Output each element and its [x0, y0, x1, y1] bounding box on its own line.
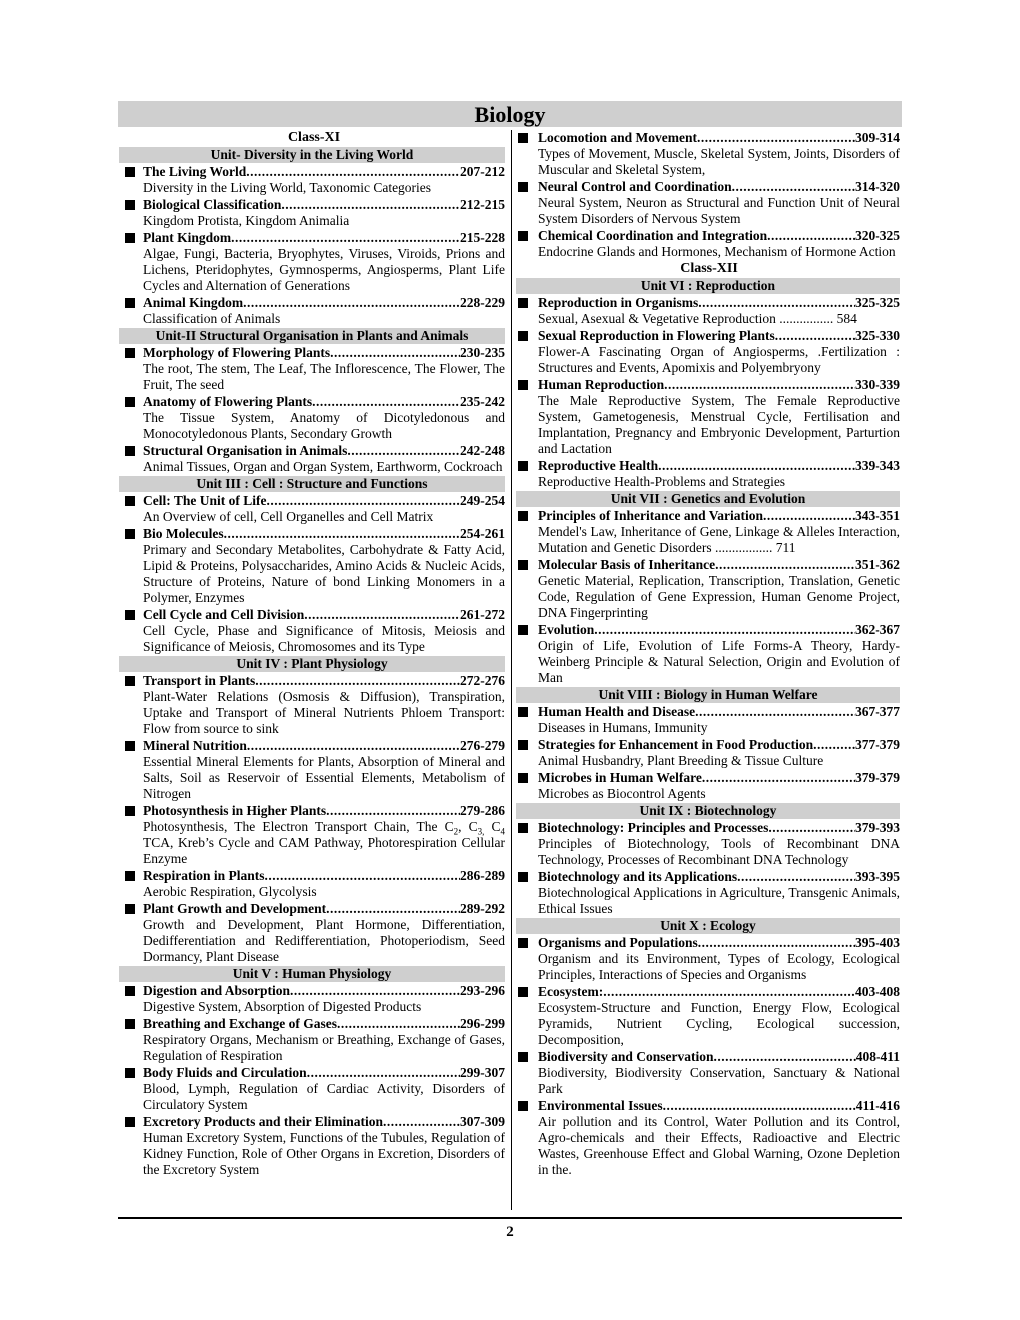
topic-line: [538, 228, 900, 244]
square-bullet-icon: [125, 167, 135, 177]
page-range: 367-377: [855, 704, 900, 719]
unit-heading: Unit-II Structural Organisation in Plants and Animals: [119, 328, 505, 344]
dot-leader: [663, 1098, 856, 1114]
toc-entry: [123, 673, 505, 737]
page-range: 379-393: [855, 820, 900, 835]
dot-leader: [715, 557, 855, 573]
dot-leader: [737, 869, 855, 885]
topic-line: [143, 1114, 505, 1130]
square-bullet-icon: [125, 397, 135, 407]
page-range: 343-351: [855, 508, 900, 523]
unit-heading: Unit VII : Genetics and Evolution: [516, 491, 900, 507]
topic-line: [538, 130, 900, 146]
topic-description: The root, The stem, The Leaf, The Inflorescence, The Flower, The Fruit, The seed: [143, 361, 505, 392]
page-range: 339-343: [855, 458, 900, 473]
subscript: 3,: [477, 826, 485, 837]
square-bullet-icon: [518, 938, 528, 948]
unit-heading: Unit V : Human Physiology: [119, 966, 505, 982]
topic-line: [538, 704, 900, 720]
dot-leader: [768, 820, 855, 836]
toc-entry: [518, 130, 900, 178]
unit-heading: Unit X : Ecology: [516, 918, 900, 934]
topic-description: Types of Movement, Muscle, Skeletal System, Joints, Disorders of Muscular and Skeletal System,: [538, 146, 900, 177]
unit-heading: Unit III : Cell : Structure and Functions: [119, 476, 505, 492]
topic-description: Animal Tissues, Organ and Organ System, Earthworm, Cockroach: [143, 459, 503, 474]
topic-line: [143, 493, 505, 509]
topic-description: The Male Reproductive System, The Female Reproductive System, Gametogenesis, Menstrual Cycle, Fertilisation and Implantation, Pregnancy and Embryonic Development, Parturtion and Lactation: [538, 393, 900, 456]
page-range: 207-212: [460, 164, 505, 179]
topic-description: Flower-A Fascinating Organ of Angiosperms, .Fertilization : Structures and Events, Apomixis and Polyembryony: [538, 344, 900, 375]
dot-leader: [658, 458, 855, 474]
page-range: 320-325: [855, 228, 900, 243]
square-bullet-icon: [518, 511, 528, 521]
toc-entry: [518, 179, 900, 227]
page-range: 307-309: [460, 1114, 505, 1129]
topic-title: Cell Cycle and Cell Division: [143, 607, 305, 622]
page-range: 289-292: [460, 901, 505, 916]
toc-entry: [123, 607, 505, 655]
page-range: 330-339: [855, 377, 900, 392]
topic-title: Bio Molecules: [143, 526, 224, 541]
topic-description: Diseases in Humans, Immunity: [538, 720, 708, 735]
left-column: [123, 130, 505, 1179]
topic-line: [538, 557, 900, 573]
page-range: 403-408: [855, 984, 900, 999]
topic-title: Strategies for Enhancement in Food Production: [538, 737, 814, 752]
page-range: 230-235: [460, 345, 505, 360]
unit-heading: Unit VI : Reproduction: [516, 278, 900, 294]
toc-entry: [518, 1049, 900, 1097]
topic-line: [538, 820, 900, 836]
square-bullet-icon: [518, 380, 528, 390]
topic-title: Principles of Inheritance and Variation: [538, 508, 764, 523]
topic-description: Digestive System, Absorption of Digested Products: [143, 999, 422, 1014]
topic-description: Aerobic Respiration, Glycolysis: [143, 884, 317, 899]
topic-title: Mineral Nutrition: [143, 738, 247, 753]
dot-leader: [695, 704, 855, 720]
page-range: 293-296: [460, 983, 505, 998]
topic-title: Evolution: [538, 622, 595, 637]
bottom-rule: [118, 1217, 902, 1219]
dot-leader: [767, 228, 855, 244]
topic-description: Reproductive Health-Problems and Strategies: [538, 474, 786, 489]
description-text: , C: [458, 819, 478, 834]
square-bullet-icon: [125, 529, 135, 539]
dot-leader: [347, 443, 460, 459]
toc-entry: [518, 295, 900, 327]
topic-description: Mendel's Law, Inheritance of Gene, Linkage & Alleles Interaction, Mutation and Genetic Disorders ................. 711: [538, 524, 900, 555]
topic-line: [143, 803, 505, 819]
topic-line: [538, 295, 900, 311]
topic-line: [143, 295, 505, 311]
topic-line: [538, 458, 900, 474]
topic-description: Diversity in the Living World, Taxonomic Categories: [143, 180, 432, 195]
topic-title: Biological Classification: [143, 197, 282, 212]
dot-leader: [281, 197, 460, 213]
topic-line: [538, 377, 900, 393]
topic-title: Human Health and Disease: [538, 704, 696, 719]
toc-entry: [518, 704, 900, 736]
dot-leader: [698, 295, 855, 311]
unit-heading: Unit IV : Plant Physiology: [119, 656, 505, 672]
dot-leader: [246, 164, 460, 180]
page-title: Biology: [118, 101, 902, 127]
topic-line: [143, 1065, 505, 1081]
dot-leader: [698, 935, 855, 951]
toc-entry: [518, 377, 900, 457]
toc-entry: [123, 345, 505, 393]
page-range: 395-403: [855, 935, 900, 950]
toc-entry: [518, 820, 900, 868]
square-bullet-icon: [518, 298, 528, 308]
dot-leader: [813, 737, 855, 753]
topic-line: [538, 770, 900, 786]
topic-line: [538, 869, 900, 885]
topic-line: [538, 1098, 900, 1114]
topic-description: Animal Husbandry, Plant Breeding & Tissue Culture: [538, 753, 824, 768]
column-divider: [511, 130, 512, 1210]
page-range: 279-286: [460, 803, 505, 818]
toc-entry: [518, 622, 900, 686]
toc-entry: [123, 803, 505, 867]
toc-entry: [123, 394, 505, 442]
toc-entry: [123, 1016, 505, 1064]
topic-title: Sexual Reproduction in Flowering Plants: [538, 328, 775, 343]
square-bullet-icon: [518, 133, 528, 143]
topic-description: Microbes as Biocontrol Agents: [538, 786, 706, 801]
square-bullet-icon: [518, 461, 528, 471]
toc-entry: [518, 557, 900, 621]
dot-leader: [307, 1065, 460, 1081]
dot-leader: [224, 526, 460, 542]
page-range: 393-395: [855, 869, 900, 884]
topic-title: Organisms and Populations: [538, 935, 698, 950]
dot-leader: [231, 230, 460, 246]
toc-entry: [518, 508, 900, 556]
toc-entry: [518, 770, 900, 802]
topic-line: [538, 935, 900, 951]
toc-entry: [518, 935, 900, 983]
toc-entry: [123, 983, 505, 1015]
topic-title: Excretory Products and their Elimination: [143, 1114, 384, 1129]
toc-entry: [518, 869, 900, 917]
topic-line: [538, 1049, 900, 1065]
topic-title: Environmental Issues: [538, 1098, 663, 1113]
topic-line: [143, 983, 505, 999]
topic-description: Primary and Secondary Metabolites, Carbohydrate & Fatty Acid, Lipid & Proteins, Polysaccharides, Amino Acids & Nucleic Acids, Structure of Proteins, Nature of bond Linking Monomers in a Polymer, Enzymes: [143, 542, 505, 605]
topic-line: [143, 901, 505, 917]
square-bullet-icon: [518, 231, 528, 241]
square-bullet-icon: [518, 773, 528, 783]
square-bullet-icon: [125, 1019, 135, 1029]
topic-line: [143, 868, 505, 884]
square-bullet-icon: [125, 904, 135, 914]
topic-title: Neural Control and Coordination: [538, 179, 732, 194]
topic-title: Anatomy of Flowering Plants: [143, 394, 313, 409]
toc-entry: [123, 1114, 505, 1178]
topic-line: [538, 737, 900, 753]
topic-title: Body Fluids and Circulation: [143, 1065, 307, 1080]
toc-entry: [518, 984, 900, 1048]
topic-description: Human Excretory System, Functions of the Tubules, Regulation of Kidney Function, Role of Other Organs in Excretion, Disorders of the Excretory System: [143, 1130, 505, 1177]
dot-leader: [330, 345, 460, 361]
toc-entry: [518, 1098, 900, 1178]
square-bullet-icon: [125, 741, 135, 751]
topic-title: Molecular Basis of Inheritance: [538, 557, 716, 572]
square-bullet-icon: [518, 1052, 528, 1062]
unit-heading: Unit IX : Biotechnology: [516, 803, 900, 819]
dot-leader: [326, 901, 460, 917]
toc-entry: [518, 228, 900, 260]
page-range: 235-242: [460, 394, 505, 409]
topic-title: Respiration in Plants: [143, 868, 265, 883]
dot-leader: [247, 738, 460, 754]
page-range: 242-248: [460, 443, 505, 458]
topic-line: [143, 345, 505, 361]
page-range: 314-320: [855, 179, 900, 194]
dot-leader: [312, 394, 460, 410]
topic-line: [143, 164, 505, 180]
square-bullet-icon: [518, 331, 528, 341]
toc-entry: [123, 197, 505, 229]
square-bullet-icon: [125, 610, 135, 620]
page-range: 411-416: [855, 1098, 900, 1113]
square-bullet-icon: [518, 625, 528, 635]
topic-title: Microbes in Human Welfare: [538, 770, 702, 785]
dot-leader: [664, 377, 855, 393]
square-bullet-icon: [518, 182, 528, 192]
topic-line: [538, 328, 900, 344]
toc-entry: [123, 868, 505, 900]
topic-title: Structural Organisation in Animals: [143, 443, 348, 458]
toc-entry: [518, 458, 900, 490]
dot-leader: [603, 984, 855, 1000]
topic-description: Neural System, Neuron as Structural and Function Unit of Neural System Disorders of Nervous System: [538, 195, 900, 226]
toc-entry: [123, 526, 505, 606]
dot-leader: [304, 607, 460, 623]
dot-leader: [732, 179, 855, 195]
topic-title: Biotechnology and its Applications: [538, 869, 738, 884]
description-text: C: [484, 819, 501, 834]
square-bullet-icon: [518, 560, 528, 570]
toc-entry: [123, 1065, 505, 1113]
dot-leader: [697, 130, 855, 146]
topic-title: Ecosystem:: [538, 984, 604, 999]
page-range: 286-289: [460, 868, 505, 883]
topic-title: Animal Kingdom: [143, 295, 244, 310]
page-range: 379-379: [855, 770, 900, 785]
page-range: 362-367: [855, 622, 900, 637]
topic-line: [143, 738, 505, 754]
toc-entry: [123, 443, 505, 475]
page-range: 299-307: [460, 1065, 505, 1080]
topic-description: Classification of Animals: [143, 311, 281, 326]
topic-line: [143, 526, 505, 542]
right-column: [518, 130, 900, 1179]
dot-leader: [290, 983, 460, 999]
dot-leader: [243, 295, 460, 311]
square-bullet-icon: [518, 707, 528, 717]
page-range: 249-254: [460, 493, 505, 508]
page-range: 212-215: [460, 197, 505, 212]
topic-description: Genetic Material, Replication, Transcription, Translation, Genetic Code, Regulation of Gene Expression, Human Genome Project, DNA Fingerprinting: [538, 573, 900, 620]
topic-description: Algae, Fungi, Bacteria, Bryophytes, Viruses, Viroids, Prions and Lichens, Pteridophytes, Gymnosperms, Angiosperms, Plant Life Cycles and Alternation of Generations: [143, 246, 505, 293]
topic-description: Kingdom Protista, Kingdom Animalia: [143, 213, 350, 228]
topic-description: Organism and its Environment, Types of Ecology, Ecological Principles, Interactions of Species and Organisms: [538, 951, 900, 982]
topic-title: Breathing and Exchange of Gases: [143, 1016, 338, 1031]
square-bullet-icon: [518, 987, 528, 997]
square-bullet-icon: [125, 1068, 135, 1078]
topic-description: Essential Mineral Elements for Plants, Absorption of Mineral and Salts, Soil as Reservoir of Essential Elements, Metabolism of Nitrogen: [143, 754, 505, 801]
square-bullet-icon: [125, 298, 135, 308]
square-bullet-icon: [518, 872, 528, 882]
topic-line: [143, 607, 505, 623]
square-bullet-icon: [125, 233, 135, 243]
square-bullet-icon: [125, 871, 135, 881]
class-heading: Class-XII: [680, 261, 738, 276]
square-bullet-icon: [125, 200, 135, 210]
description-text: TCA, Kreb’s Cycle and CAM Pathway, Photorespiration Cellular Enzyme: [143, 835, 505, 866]
toc-entry: [123, 164, 505, 196]
square-bullet-icon: [125, 806, 135, 816]
page-range: 254-261: [460, 526, 505, 541]
dot-leader: [267, 493, 461, 509]
dot-leader: [337, 1016, 460, 1032]
page-range: 309-314: [855, 130, 900, 145]
toc-entry: [123, 230, 505, 294]
topic-line: [143, 1016, 505, 1032]
page-range: 325-330: [855, 328, 900, 343]
dot-leader: [383, 1114, 460, 1130]
topic-description: Ecosystem-Structure and Function, Energy Flow, Ecological Pyramids, Nutrient Cycling, Ecological succession, Decomposition,: [538, 1000, 900, 1047]
square-bullet-icon: [125, 676, 135, 686]
topic-title: The Living World: [143, 164, 247, 179]
topic-line: [538, 508, 900, 524]
square-bullet-icon: [518, 1101, 528, 1111]
unit-heading: Unit VIII : Biology in Human Welfare: [516, 687, 900, 703]
dot-leader: [326, 803, 460, 819]
topic-description: Sexual, Asexual & Vegetative Reproduction ................ 584: [538, 311, 857, 326]
topic-title: Reproduction in Organisms: [538, 295, 699, 310]
topic-description: Growth and Development, Plant Hormone, Differentiation, Dedifferentiation and Redifferentiation, Photoperiodism, Seed Dormancy, Plant Disease: [143, 917, 505, 964]
square-bullet-icon: [125, 446, 135, 456]
topic-title: Photosynthesis in Higher Plants: [143, 803, 327, 818]
topic-description: Plant-Water Relations (Osmosis & Diffusion), Transpiration, Uptake and Transport of Mineral Nutrients Phloem Transport: Flow from source to sink: [143, 689, 505, 736]
topic-description: The Tissue System, Anatomy of Dicotyledonous and Monocotyledonous Plants, Secondary Growth: [143, 410, 505, 441]
topic-description: Blood, Lymph, Regulation of Cardiac Activity, Disorders of Circulatory System: [143, 1081, 505, 1112]
unit-heading: Unit- Diversity in the Living World: [119, 147, 505, 163]
topic-title: Morphology of Flowering Plants: [143, 345, 331, 360]
toc-entry: [123, 901, 505, 965]
page-range: 408-411: [855, 1049, 900, 1064]
topic-description: Biodiversity, Biodiversity Conservation, Sanctuary & National Park: [538, 1065, 900, 1096]
dot-leader: [265, 868, 460, 884]
topic-description: [143, 819, 505, 867]
topic-title: Chemical Coordination and Integration: [538, 228, 768, 243]
topic-title: Biotechnology: Principles and Processes: [538, 820, 769, 835]
dot-leader: [702, 770, 855, 786]
topic-description: An Overview of cell, Cell Organelles and Cell Matrix: [143, 509, 434, 524]
topic-description: Air pollution and its Control, Water Pollution and its Control, Agro-chemicals and their Effects, Radioactive and Electric Wastes, Greenhouse Effect and Global Warning, Ozone Depletion in the.: [538, 1114, 900, 1177]
topic-description: Origin of Life, Evolution of Life Forms-A Theory, Hardy-Weinberg Principle & Natural Selection, Origin and Evolution of Man: [538, 638, 900, 685]
square-bullet-icon: [125, 986, 135, 996]
topic-title: Transport in Plants: [143, 673, 256, 688]
square-bullet-icon: [518, 823, 528, 833]
topic-title: Plant Growth and Development: [143, 901, 327, 916]
topic-line: [143, 443, 505, 459]
dot-leader: [594, 622, 855, 638]
class-heading: Class-XI: [287, 130, 341, 145]
topic-title: Cell: The Unit of Life: [143, 493, 267, 508]
topic-line: [143, 230, 505, 246]
page-range: 296-299: [460, 1016, 505, 1031]
topic-description: Endocrine Glands and Hormones, Mechanism of Hormone Action: [538, 244, 896, 259]
page-range: 215-228: [460, 230, 505, 245]
topic-title: Human Reproduction: [538, 377, 665, 392]
dot-leader: [775, 328, 855, 344]
topic-line: [143, 394, 505, 410]
topic-description: Biotechnological Applications in Agriculture, Transgenic Animals, Ethical Issues: [538, 885, 900, 916]
topic-title: Digestion and Absorption: [143, 983, 291, 998]
topic-description: Principles of Biotechnology, Tools of Recombinant DNA Technology, Processes of Recombinant DNA Technology: [538, 836, 900, 867]
toc-entry: [518, 328, 900, 376]
square-bullet-icon: [518, 740, 528, 750]
page-range: 325-325: [855, 295, 900, 310]
topic-line: [538, 622, 900, 638]
topic-line: [538, 179, 900, 195]
page-number: 2: [506, 1224, 514, 1240]
page-range: 351-362: [855, 557, 900, 572]
topic-description: Cell Cycle, Phase and Significance of Mitosis, Meiosis and Significance of Meiosis, Chromosomes and its Type: [143, 623, 505, 654]
description-text: Photosynthesis, The Electron Transport Chain, The C: [143, 819, 454, 834]
topic-description: Respiratory Organs, Mechanism or Breathing, Exchange of Gases, Regulation of Respiration: [143, 1032, 505, 1063]
dot-leader: [763, 508, 855, 524]
page-range: 276-279: [460, 738, 505, 753]
topic-line: [143, 197, 505, 213]
topic-title: Plant Kingdom: [143, 230, 232, 245]
toc-entry: [123, 295, 505, 327]
dot-leader: [714, 1049, 856, 1065]
topic-title: Biodiversity and Conservation: [538, 1049, 714, 1064]
square-bullet-icon: [125, 348, 135, 358]
square-bullet-icon: [125, 496, 135, 506]
toc-entry: [123, 738, 505, 802]
topic-title: Reproductive Health: [538, 458, 659, 473]
page-range: 272-276: [460, 673, 505, 688]
square-bullet-icon: [125, 1117, 135, 1127]
toc-entry: [123, 493, 505, 525]
topic-line: [538, 984, 900, 1000]
page-range: 261-272: [460, 607, 505, 622]
subscript: 2: [453, 826, 459, 837]
toc-entry: [518, 737, 900, 769]
subscript: 4: [500, 826, 506, 837]
page-range: 377-379: [855, 737, 900, 752]
dot-leader: [255, 673, 460, 689]
topic-line: [143, 673, 505, 689]
page-range: 228-229: [460, 295, 505, 310]
topic-title: Locomotion and Movement: [538, 130, 697, 145]
